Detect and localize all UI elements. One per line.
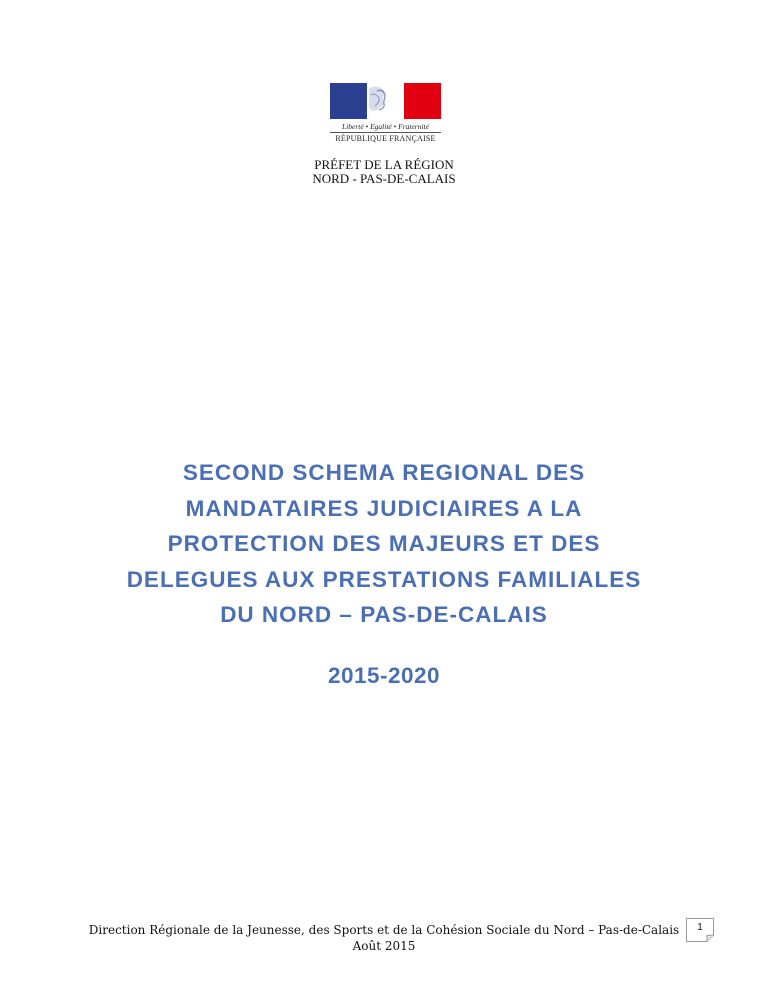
page-footer [60,922,708,954]
page-number-tab [686,918,714,942]
title-line: PROTECTION DES MAJEURS ET DES [167,531,601,556]
title-line: DELEGUES AUX PRESTATIONS FAMILIALES [126,566,642,592]
prefet-heading [0,158,768,186]
marianne-logo [330,83,441,143]
marianne-profile-icon [367,83,404,119]
document-title [60,455,708,633]
title-line: DU NORD – PAS-DE-CALAIS [220,602,548,627]
footer-directorate: Direction Régionale de la Jeunesse, des Sports et de la Cohésion Sociale du Nord – Pas-de-Calais [88,923,680,937]
french-flag-logo [330,83,441,119]
page-number: 1 [697,922,703,933]
footer-date: Août 2015 [352,939,416,953]
logo-divider [330,132,441,133]
period-years: 2015-2020 [327,663,441,688]
prefet-line-1: PRÉFET DE LA RÉGION [314,157,454,172]
republic-motto: Liberté • Egalité • Fraternité [342,122,429,131]
title-line: MANDATAIRES JUDICIAIRES A LA [185,495,583,521]
republique-francaise-label: RÉPUBLIQUE FRANÇAISE [335,134,436,143]
prefet-line-2: NORD - PAS-DE-CALAIS [312,171,456,186]
title-line: SECOND SCHEMA REGIONAL DES [182,460,586,485]
